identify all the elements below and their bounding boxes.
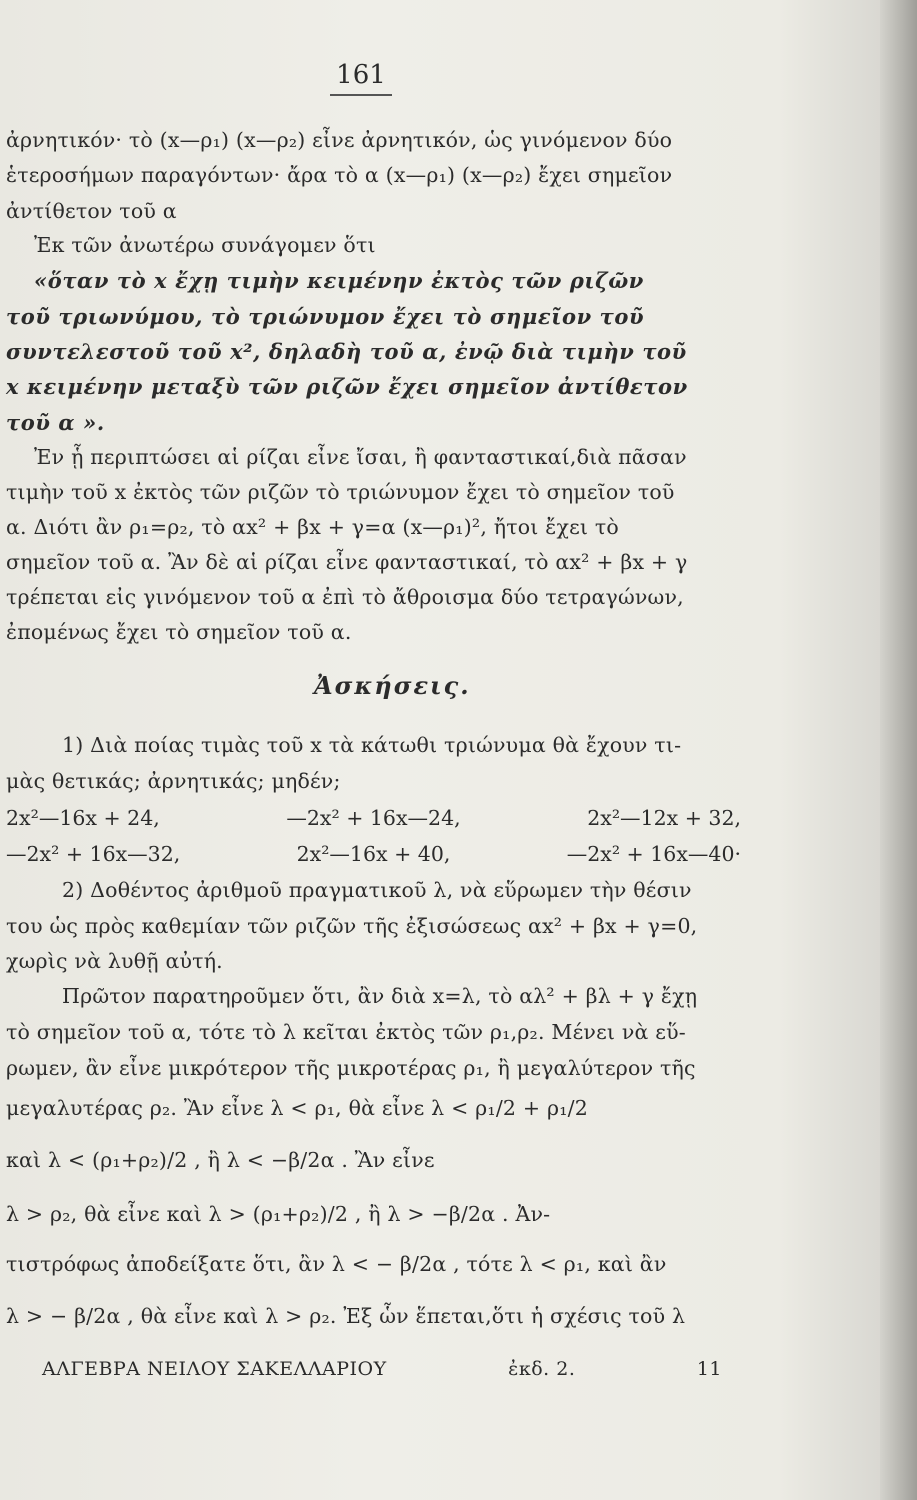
text-line: Ἐν ᾗ περιπτώσει αἱ ρίζαι εἶνε ἴσαι, ἢ φανταστικαί,διὰ πᾶσαν (34, 445, 687, 469)
footer-signature: 11 (696, 1358, 722, 1380)
page-footer (42, 1358, 722, 1380)
exercise-line: του ὡς πρὸς καθεμίαν τῶν ριζῶν τῆς ἐξισώσεως αx² + βx + γ=0, (6, 914, 698, 938)
trinomial: 2x²—16x + 24, (6, 806, 160, 830)
exercise-line: τὸ σημεῖον τοῦ α, τότε τὸ λ κεῖται ἐκτὸς τῶν ρ₁,ρ₂. Μένει νὰ εὕ- (6, 1020, 686, 1044)
trinomial: 2x²—12x + 32, (587, 806, 741, 830)
trinomial-row (6, 842, 741, 866)
theorem-line: x κειμένην μεταξὺ τῶν ριζῶν ἔχει σημεῖον ἀντίθετον (6, 374, 688, 399)
exercise-line: 2) Δοθέντος ἀριθμοῦ πραγματικοῦ λ, νὰ εὕρωμεν τὴν θέσιν (62, 878, 692, 902)
text-line: σημεῖον τοῦ α. Ἂν δὲ αἱ ρίζαι εἶνε φανταστικαί, τὸ αx² + βx + γ (6, 550, 688, 574)
text-line: ἀρνητικόν· τὸ (x—ρ₁) (x—ρ₂) εἶνε ἀρνητικόν, ὡς γινόμενον δύο (6, 128, 673, 152)
exercise-line: λ > ρ₂, θὰ εἶνε καὶ λ > (ρ₁+ρ₂)/2 , ἢ λ > −β/2α . Ἀν- (6, 1202, 551, 1226)
trinomial: —2x² + 16x—24, (286, 806, 461, 830)
text-line: α. Διότι ἂν ρ₁=ρ₂, τὸ αx² + βx + γ=α (x—ρ₁)², ἤτοι ἔχει τὸ (6, 515, 619, 539)
exercise-line: μεγαλυτέρας ρ₂. Ἂν εἶνε λ < ρ₁, θὰ εἶνε λ < ρ₁/2 + ρ₁/2 (6, 1096, 589, 1120)
exercises-heading: Ἀσκήσεις. (314, 671, 471, 700)
text-line: τρέπεται εἰς γινόμενον τοῦ α ἐπὶ τὸ ἄθροισμα δύο τετραγώνων, (6, 585, 684, 609)
exercise-line: καὶ λ < (ρ₁+ρ₂)/2 , ἢ λ < −β/2α . Ἂν εἶνε (6, 1148, 435, 1172)
exercise-line: τιστρόφως ἀποδείξατε ὅτι, ἂν λ < − β/2α , τότε λ < ρ₁, καὶ ἂν (6, 1252, 667, 1276)
footer-edition: ἐκδ. 2. (508, 1358, 576, 1380)
trinomial-row (6, 806, 741, 830)
exercise-line: μὰς θετικάς; ἀρνητικάς; μηδέν; (6, 769, 341, 793)
exercise-line: Πρῶτον παρατηροῦμεν ὅτι, ἂν διὰ x=λ, τὸ αλ² + βλ + γ ἔχῃ (62, 984, 698, 1008)
trinomial: —2x² + 16x—40· (566, 842, 741, 866)
theorem-line: τοῦ α ». (6, 410, 105, 435)
exercise-line: ρωμεν, ἂν εἶνε μικρότερον τῆς μικροτέρας ρ₁, ἢ μεγαλύτερον τῆς (6, 1056, 696, 1080)
text-line: ἑτεροσήμων παραγόντων· ἄρα τὸ α (x—ρ₁) (x—ρ₂) ἔχει σημεῖον (6, 163, 673, 187)
exercise-line: 1) Διὰ ποίας τιμὰς τοῦ x τὰ κάτωθι τριώνυμα θὰ ἔχουν τι- (62, 733, 682, 757)
text-line: ἀντίθετον τοῦ α (6, 199, 177, 223)
theorem-line: «ὅταν τὸ x ἔχῃ τιμὴν κειμένην ἐκτὸς τῶν ριζῶν (34, 268, 644, 293)
exercise-line: λ > − β/2α , θὰ εἶνε καὶ λ > ρ₂. Ἐξ ὧν ἕπεται,ὅτι ἡ σχέσις τοῦ λ (6, 1304, 686, 1328)
text-line: ἐπομένως ἔχει τὸ σημεῖον τοῦ α. (6, 620, 352, 644)
trinomial: 2x²—16x + 40, (296, 842, 451, 866)
page-number: 161 (330, 60, 392, 96)
page-edge (880, 0, 917, 1500)
theorem-line: συντελεστοῦ τοῦ x², δηλαδὴ τοῦ α, ἐνῷ διὰ τιμὴν τοῦ (6, 339, 687, 364)
exercise-line: χωρὶς νὰ λυθῇ αὐτή. (6, 949, 223, 973)
text-line: Ἐκ τῶν ἀνωτέρω συνάγομεν ὅτι (34, 233, 376, 257)
footer-title: ΑΛΓΕΒΡΑ ΝΕΙΛΟΥ ΣΑΚΕΛΛΑΡΙΟΥ (42, 1358, 387, 1380)
text-line: τιμὴν τοῦ x ἐκτὸς τῶν ριζῶν τὸ τριώνυμον ἔχει τὸ σημεῖον τοῦ (6, 480, 675, 504)
theorem-line: τοῦ τριωνύμου, τὸ τριώνυμον ἔχει τὸ σημεῖον τοῦ (6, 304, 645, 329)
trinomial: —2x² + 16x—32, (6, 842, 181, 866)
